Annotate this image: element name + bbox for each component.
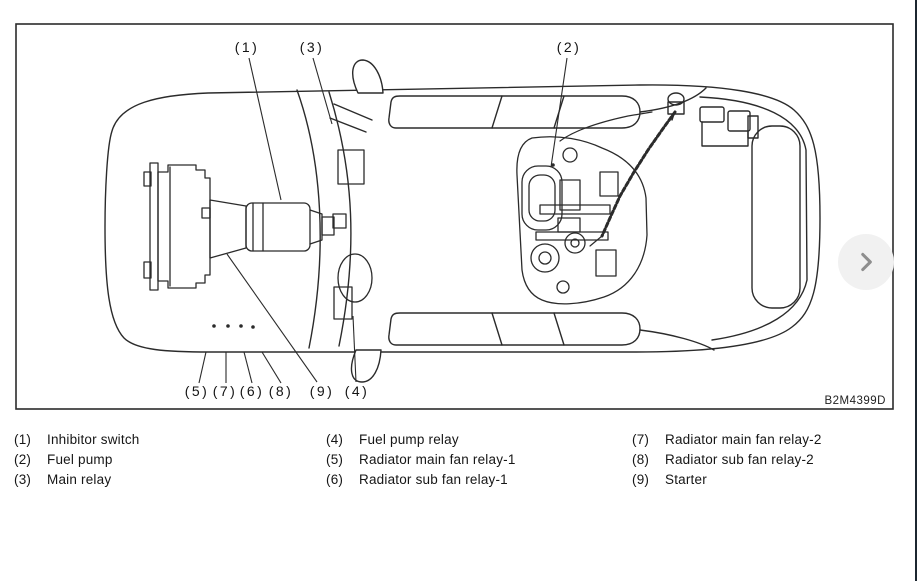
- legend-item-label: Fuel pump: [47, 451, 113, 467]
- legend-item: [14, 469, 140, 489]
- legend-item: [326, 469, 516, 489]
- callout-6: (6): [239, 383, 265, 399]
- legend-item-label: Inhibitor switch: [47, 431, 140, 447]
- figure-code: B2M4399D: [824, 395, 886, 407]
- callout-9: (9): [309, 383, 335, 399]
- callout-3: (3): [299, 39, 325, 55]
- legend-item: [14, 449, 140, 469]
- legend-item: [326, 429, 516, 449]
- diagram-border: [16, 24, 893, 409]
- legend-item-number: (5): [326, 451, 344, 467]
- legend-item-label: Fuel pump relay: [359, 431, 459, 447]
- legend-item-label: Radiator sub fan relay-2: [665, 451, 814, 467]
- legend-item: [632, 429, 822, 449]
- legend-item-label: Radiator main fan relay-1: [359, 451, 516, 467]
- legend-item: [632, 449, 822, 469]
- legend-column-3: [632, 429, 822, 489]
- next-image-button[interactable]: [838, 234, 894, 290]
- legend-item-number: (4): [326, 431, 344, 447]
- legend-item-label: Main relay: [47, 471, 112, 487]
- legend-column-1: [14, 429, 140, 489]
- legend-item-label: Radiator main fan relay-2: [665, 431, 822, 447]
- legend-item-label: Radiator sub fan relay-1: [359, 471, 508, 487]
- legend-item-number: (2): [14, 451, 32, 467]
- legend-column-2: [326, 429, 516, 489]
- legend-item-number: (8): [632, 451, 650, 467]
- callout-8: (8): [268, 383, 294, 399]
- legend-item-number: (6): [326, 471, 344, 487]
- legend-item-number: (3): [14, 471, 32, 487]
- callout-1: (1): [234, 39, 260, 55]
- callout-5: (5): [184, 383, 210, 399]
- legend-item-number: (9): [632, 471, 650, 487]
- legend-item: [14, 429, 140, 449]
- panel-edge-divider: [915, 0, 917, 581]
- legend-item-label: Starter: [665, 471, 707, 487]
- legend-item-number: (7): [632, 431, 650, 447]
- callout-7: (7): [212, 383, 238, 399]
- legend-item: [326, 449, 516, 469]
- legend-item: [632, 469, 822, 489]
- chevron-right-icon: [853, 249, 879, 275]
- callout-4: (4): [344, 383, 370, 399]
- callout-2: (2): [556, 39, 582, 55]
- legend-item-number: (1): [14, 431, 32, 447]
